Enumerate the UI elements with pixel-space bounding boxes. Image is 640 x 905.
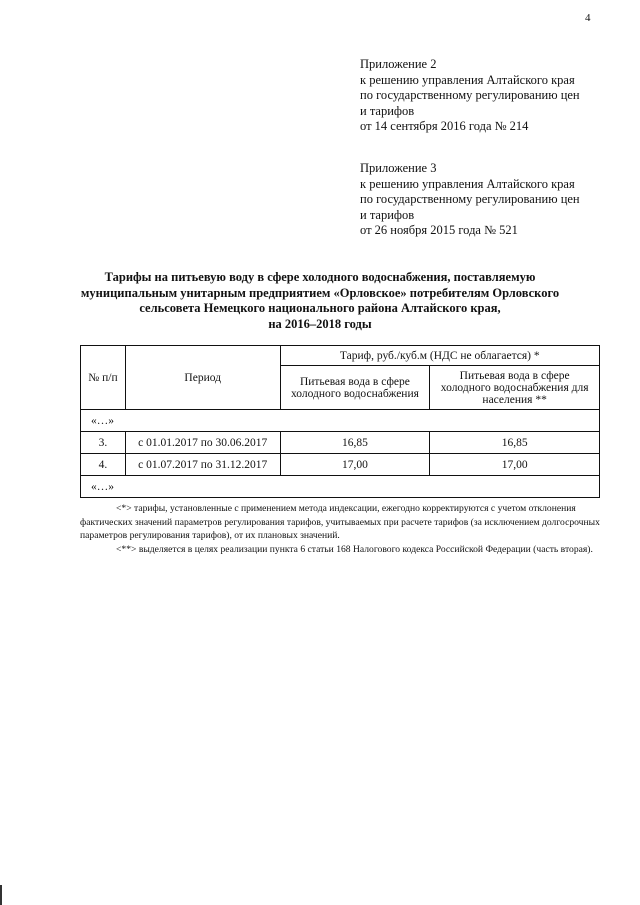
row-tariff-population: 17,00	[430, 454, 600, 476]
appendix-2-line: к решению управления Алтайского края	[360, 72, 575, 87]
appendix-2-line: Приложение 2	[360, 57, 437, 71]
header-water-general: Питьевая вода в сфере холодного водоснабжения	[280, 366, 430, 410]
appendix-2-line: и тарифов	[360, 103, 415, 118]
row-number: 4.	[81, 454, 126, 476]
scan-edge-mark	[0, 885, 8, 905]
title-line: сельсовета Немецкого национального района Алтайского края,	[139, 301, 501, 315]
footnotes	[80, 502, 600, 556]
row-tariff-population: 16,85	[430, 432, 600, 454]
row-tariff-general: 16,85	[280, 432, 430, 454]
row-period: с 01.01.2017 по 30.06.2017	[125, 432, 280, 454]
header-number: № п/п	[81, 346, 126, 410]
footnote-1: <*> тарифы, установленные с применением метода индексации, ежегодно корректируются с учетом отклонения фактических значений параметров регулирования тарифов, учитываемых при расчете тарифов (за исключением долгосрочных параметров регулирования тарифов), от их плановых значений.	[80, 503, 600, 541]
title-line: на 2016–2018 годы	[268, 316, 372, 331]
appendix-3-line: Приложение 3	[360, 161, 437, 175]
table-row	[81, 454, 600, 476]
title-line: муниципальным унитарным предприятием «Орловское» потребителям Орловского	[80, 285, 560, 300]
page-number: 4	[585, 12, 591, 24]
tariff-table	[80, 345, 600, 498]
appendix-3-line: к решению управления Алтайского края	[360, 176, 575, 191]
row-number: 3.	[81, 432, 126, 454]
row-tariff-general: 17,00	[280, 454, 430, 476]
ellipsis-row-top: «…»	[81, 410, 600, 432]
appendix-3-line: по государственному регулированию цен	[360, 192, 580, 206]
appendix-2-line: по государственному регулированию цен	[360, 88, 580, 102]
appendix-2-block	[360, 57, 580, 135]
header-period: Период	[125, 346, 280, 410]
ellipsis-row-bottom: «…»	[81, 476, 600, 498]
header-tariff: Тариф, руб./куб.м (НДС не облагается) *	[280, 346, 599, 366]
header-water-population: Питьевая вода в сфере холодного водоснабжения для населения **	[430, 366, 600, 410]
footnote-2: <**> выделяется в целях реализации пункта 6 статьи 168 Налогового кодекса Российской Федерации (часть вторая).	[116, 543, 593, 555]
appendix-3-line: от 26 ноября 2015 года № 521	[360, 223, 518, 237]
title-line: Тарифы на питьевую воду в сфере холодного водоснабжения, поставляемую	[104, 270, 536, 284]
table-row	[81, 432, 600, 454]
appendix-3-block	[360, 161, 580, 239]
appendix-3-line: и тарифов	[360, 207, 415, 222]
appendix-2-line: от 14 сентября 2016 года № 214	[360, 119, 529, 133]
document-title	[80, 270, 560, 332]
row-period: с 01.07.2017 по 31.12.2017	[125, 454, 280, 476]
